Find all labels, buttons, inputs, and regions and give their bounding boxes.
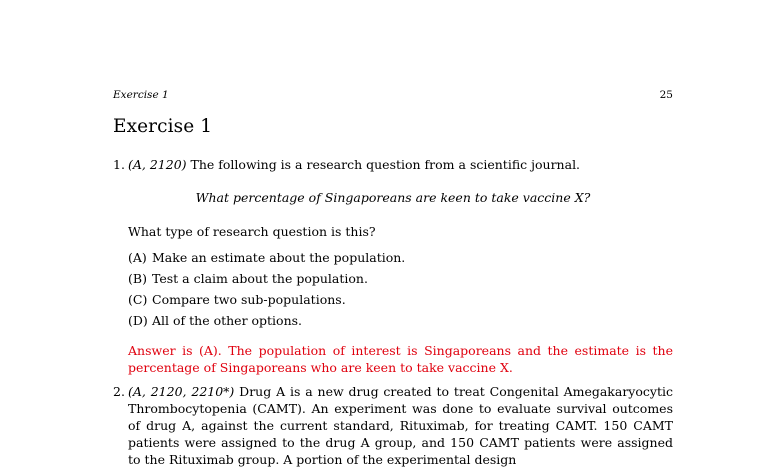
question-1-tag: (A, 2120) [128,157,187,172]
option-a-label: (A) [128,250,147,265]
running-header-section: Exercise 1 [113,89,169,101]
page-number: 25 [659,89,673,101]
option-c-text: Compare two sub-populations. [152,292,346,307]
answer-explanation: Answer is (A). The population of interest is Singaporeans and the estimate is the percentage of Singaporeans who are keen to take vaccine X. [128,343,673,375]
option-c [128,292,346,307]
question-2-number: 2. [113,384,125,399]
question-2-tag: (A, 2120, 2210*) [128,384,235,399]
option-d [128,313,302,328]
option-a-text: Make an estimate about the population. [152,250,406,265]
running-header [113,89,673,103]
option-b-label: (B) [128,271,147,286]
question-2-stem [128,383,673,468]
option-c-label: (C) [128,292,148,307]
option-a [128,250,405,265]
research-question-quote: What percentage of Singaporeans are keen to take vaccine X? [195,190,591,205]
question-1-prompt: What type of research question is this? [128,224,376,239]
question-1-text: The following is a research question from a scientific journal. [186,157,581,172]
question-1-stem [128,155,580,176]
question-2-text: Drug A is a new drug created to treat Congenital Amegakaryocytic Thrombocytopenia (CAMT). An experiment was done to evaluate survival outcomes of drug A, against the current standard, Rituximab, for treating CAMT. 150 CAMT patients were assigned to the drug A group, and 150 CAMT patients were assigned to the Rituximab group. A portion of the experimental design [128,384,673,467]
option-d-text: All of the other options. [152,313,303,328]
option-b [128,271,368,286]
option-b-text: Test a claim about the population. [152,271,368,286]
section-title: Exercise 1 [113,116,213,137]
question-1-number: 1. [113,157,125,172]
option-d-label: (D) [128,313,148,328]
